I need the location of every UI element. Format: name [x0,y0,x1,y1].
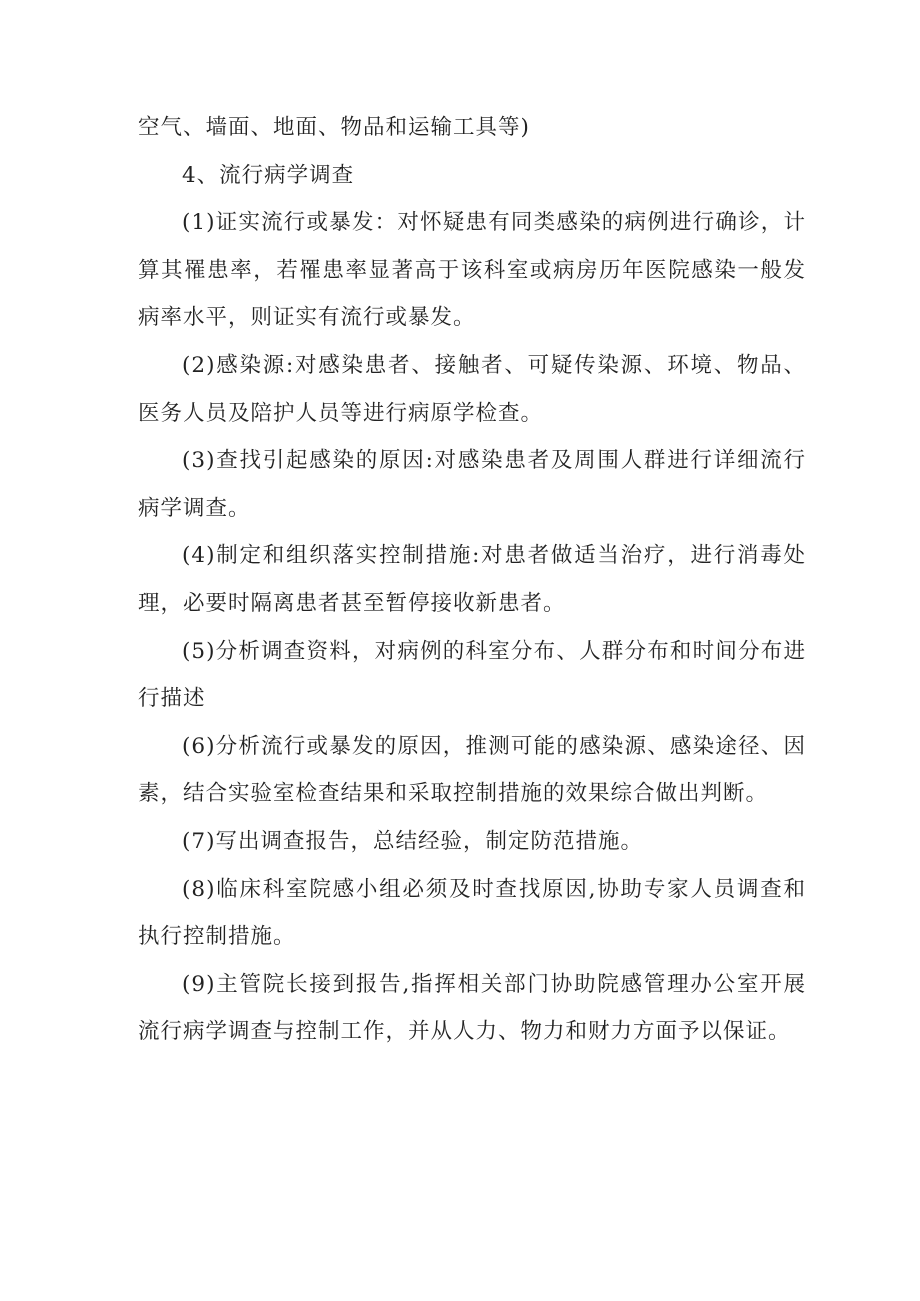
paragraph-4: (4)制定和组织落实控制措施:对患者做适当治疗，进行消毒处理，必要时隔离患者甚至暂停接收新患者。 [138,543,806,616]
paragraph-9: (9)主管院长接到报告,指挥相关部门协助院感管理办公室开展流行病学调查与控制工作，并从人力、物力和财力方面予以保证。 [138,971,806,1045]
paragraph-8: (8)临床科室院感小组必须及时查找原因,协助专家人员调查和执行控制措施。 [138,876,806,950]
paragraph-3: (3)查找引起感染的原因:对感染患者及周围人群进行详细流行病学调查。 [138,448,806,521]
paragraph-2: (2)感染源:对感染患者、接触者、可疑传染源、环境、物品、医务人员及陪护人员等进行病原学检查。 [138,352,806,426]
paragraph-1: (1)证实流行或暴发：对怀疑患有同类感染的病例进行确诊，计算其罹患率，若罹患率显著高于该科室或病房历年医院感染一般发病率水平，则证实有流行或暴发。 [138,210,806,331]
lead-line: 空气、墙面、地面、物品和运输工具等) [138,115,530,140]
paragraph-5: (5)分析调查资料，对病例的科室分布、人群分布和时间分布进行描述 [138,638,806,712]
paragraph-7: (7)写出调查报告，总结经验，制定防范措施。 [182,828,643,854]
section-heading: 4、流行病学调查 [182,162,355,188]
document-body [138,104,806,1056]
paragraph-6: (6)分析流行或暴发的原因，推测可能的感染源、感染途径、因素，结合实验室检查结果和采取控制措施的效果综合做出判断。 [138,733,806,807]
